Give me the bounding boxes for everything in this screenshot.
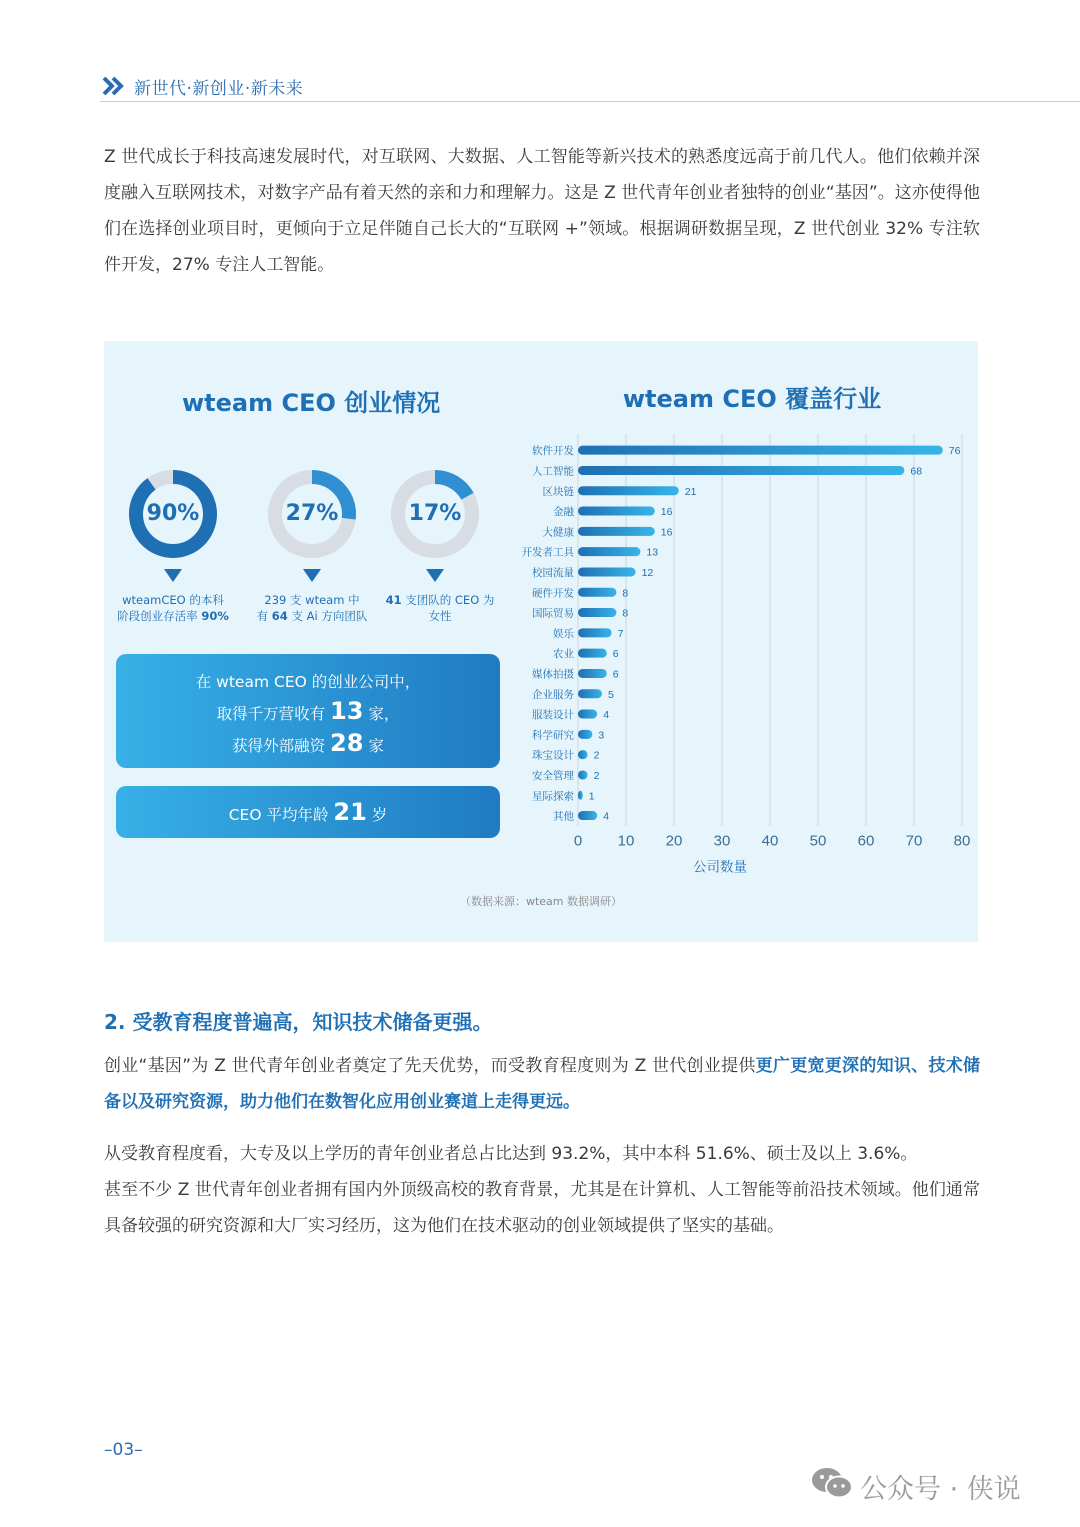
- caption-text: 支团队的 CEO 为: [401, 593, 495, 607]
- value-label: 16: [660, 506, 673, 519]
- x-tick-label: 20: [665, 832, 683, 850]
- bar: [578, 791, 583, 800]
- value-label: 21: [684, 485, 697, 498]
- donut-survival-rate: [127, 468, 219, 560]
- bar: [578, 608, 616, 617]
- category-label: 金融: [553, 506, 574, 519]
- value-label: 6: [612, 668, 619, 681]
- category-label: 其他: [553, 810, 574, 823]
- bar: [578, 710, 597, 719]
- bar: [578, 689, 602, 698]
- bar: [578, 649, 607, 658]
- category-label: 人工智能: [532, 465, 574, 478]
- bar: [578, 730, 592, 739]
- bar: [578, 750, 588, 759]
- category-label: 星际探索: [532, 790, 574, 803]
- chart-title: wteam CEO 覆盖行业: [622, 385, 882, 413]
- box-text: CEO 平均年龄: [228, 806, 334, 824]
- category-label: 珠宝设计: [532, 749, 574, 762]
- bar: [578, 567, 636, 576]
- caption-text: 阶段创业存活率: [117, 609, 202, 623]
- average-age-value: 21: [333, 798, 367, 826]
- x-tick-label: 40: [761, 832, 779, 850]
- bar: [578, 770, 588, 779]
- industry-bar-chart: [494, 426, 978, 886]
- paragraph-text: 创业“基因”为 Z 世代青年创业者奠定了先天优势，而受教育程度则为 Z 世代创业提供: [104, 1056, 756, 1076]
- x-tick-label: 70: [905, 832, 923, 850]
- watermark-text: 公众号 · 侠说: [860, 1474, 1021, 1505]
- caption-line: [103, 608, 243, 624]
- watermark: [810, 1463, 1060, 1503]
- down-triangle-icon: [426, 569, 444, 582]
- caption-highlight: 90%: [201, 609, 229, 623]
- box-text: 家，: [363, 705, 400, 723]
- x-axis-label: 公司数量: [693, 859, 747, 876]
- donut-percent: 17%: [408, 501, 462, 526]
- category-label: 校园流量: [532, 566, 574, 579]
- box-text: 获得外部融资: [232, 737, 331, 755]
- caption-text: 支 Ai 方向团队: [287, 609, 368, 623]
- x-tick-label: 30: [713, 832, 731, 850]
- value-label: 1: [588, 790, 595, 803]
- value-label: 16: [660, 526, 673, 539]
- caption-line: 女性: [428, 609, 452, 623]
- x-tick-label: 80: [953, 832, 971, 850]
- value-label: 13: [646, 546, 659, 559]
- caption-line: wteamCEO 的本科: [122, 593, 224, 607]
- section-paragraph-1: [104, 1048, 980, 1120]
- value-label: 7: [617, 627, 624, 640]
- donut-ai-teams: [266, 468, 358, 560]
- down-triangle-icon: [303, 569, 321, 582]
- caption-line: 239 支 wteam 中: [264, 593, 360, 607]
- bar: [578, 507, 655, 516]
- page-header: [100, 70, 1080, 102]
- header-title: 新世代·新创业·新未来: [134, 79, 304, 99]
- donut-caption: [242, 592, 382, 624]
- caption-highlight: 41: [385, 593, 402, 607]
- value-label: 6: [612, 648, 619, 661]
- page-number: –03–: [104, 1440, 143, 1460]
- category-label: 服装设计: [532, 709, 574, 722]
- category-label: 娱乐: [553, 627, 574, 640]
- value-label: 8: [622, 607, 629, 620]
- donut-caption: [370, 592, 510, 624]
- value-label: 4: [603, 709, 610, 722]
- donut-percent: 27%: [285, 501, 339, 526]
- donut-caption: [103, 592, 243, 624]
- section-title: 2. 受教育程度普遍高，知识技术储备更强。: [104, 1010, 493, 1034]
- value-label: 4: [603, 810, 610, 823]
- caption-text: 有: [256, 609, 272, 623]
- down-triangle-icon: [164, 569, 182, 582]
- category-label: 科学研究: [532, 729, 574, 742]
- box-text: 岁: [366, 806, 388, 824]
- paragraph-highlight: 更广更宽更深的知识、技术储备以及研究资源，助力他们在数智化应用创业赛道上走得更远。: [104, 1056, 980, 1112]
- donut-female-ceo: [389, 468, 481, 560]
- value-label: 68: [910, 465, 923, 478]
- intro-paragraph: Z 世代成长于科技高速发展时代，对互联网、大数据、人工智能等新兴技术的熟悉度远高于前几代人。他们依赖并深度融入互联网技术，对数字产品有着天然的亲和力和理解力。这是 Z 世代青年创业者独特的创业“基因”。这亦使得他们在选择创业项目时，更倾向于立足伴随自己长大的“互联网 +”领域。根据调研数据呈现，Z 世代创业 32% 专注软件开发，27% 专注人工智能。: [104, 147, 980, 275]
- revenue-funding-box: [116, 654, 500, 768]
- x-tick-label: 10: [617, 832, 635, 850]
- funding-count: 28: [330, 729, 364, 757]
- bar: [578, 486, 679, 495]
- wechat-icon: [810, 1465, 854, 1501]
- value-label: 76: [948, 445, 961, 458]
- data-source-note: （数据来源：wteam 数据调研）: [459, 895, 623, 908]
- revenue-count: 13: [330, 697, 364, 725]
- box-text: 家: [363, 737, 384, 755]
- value-label: 3: [598, 729, 605, 742]
- x-tick-label: 0: [573, 832, 583, 850]
- value-label: 5: [608, 688, 614, 701]
- value-label: 2: [593, 769, 600, 782]
- bar: [578, 547, 640, 556]
- bar: [578, 466, 904, 475]
- average-age-box: [116, 786, 500, 838]
- section-paragraph-2: [104, 1136, 980, 1244]
- paragraph-line: 甚至不少 Z 世代青年创业者拥有国内外顶级高校的教育背景，尤其是在计算机、人工智能等前沿技术领域。他们通常具备较强的研究资源和大厂实习经历，这为他们在技术驱动的创业领域提供了坚实的基础。: [104, 1180, 980, 1236]
- infographic-panel: [104, 341, 978, 942]
- category-label: 区块链: [542, 485, 574, 498]
- x-tick-label: 50: [809, 832, 827, 850]
- caption-line: [242, 608, 382, 624]
- category-label: 企业服务: [532, 688, 574, 701]
- x-tick-label: 60: [857, 832, 875, 850]
- left-panel-title: wteam CEO 创业情况: [182, 389, 441, 417]
- value-label: 2: [593, 749, 600, 762]
- category-label: 开发者工具: [521, 546, 574, 559]
- donut-percent: 90%: [146, 501, 200, 526]
- box-line: [116, 729, 500, 761]
- category-label: 媒体拍摄: [532, 668, 574, 681]
- category-label: 软件开发: [532, 445, 574, 458]
- category-label: 硬件开发: [532, 587, 574, 600]
- paragraph-line: 从受教育程度看，大专及以上学历的青年创业者总占比达到 93.2%，其中本科 51.6%、硕士及以上 3.6%。: [104, 1144, 918, 1164]
- category-label: 安全管理: [532, 769, 574, 782]
- category-label: 大健康: [542, 526, 574, 539]
- box-line: [116, 697, 500, 729]
- bar: [578, 669, 607, 678]
- bar: [578, 527, 655, 536]
- bar: [578, 446, 943, 455]
- bar: [578, 588, 616, 597]
- double-chevron-icon: [102, 76, 124, 96]
- caption-highlight: 64: [271, 609, 288, 623]
- category-label: 国际贸易: [532, 607, 574, 620]
- box-line: 在 wteam CEO 的创业公司中，: [195, 673, 421, 691]
- bar: [578, 811, 597, 820]
- caption-line: [370, 592, 510, 608]
- value-label: 12: [641, 566, 654, 579]
- category-label: 农业: [553, 648, 574, 661]
- box-text: 取得千万营收有: [216, 705, 331, 723]
- value-label: 8: [622, 587, 629, 600]
- header-divider: [100, 101, 1080, 102]
- bar: [578, 628, 612, 637]
